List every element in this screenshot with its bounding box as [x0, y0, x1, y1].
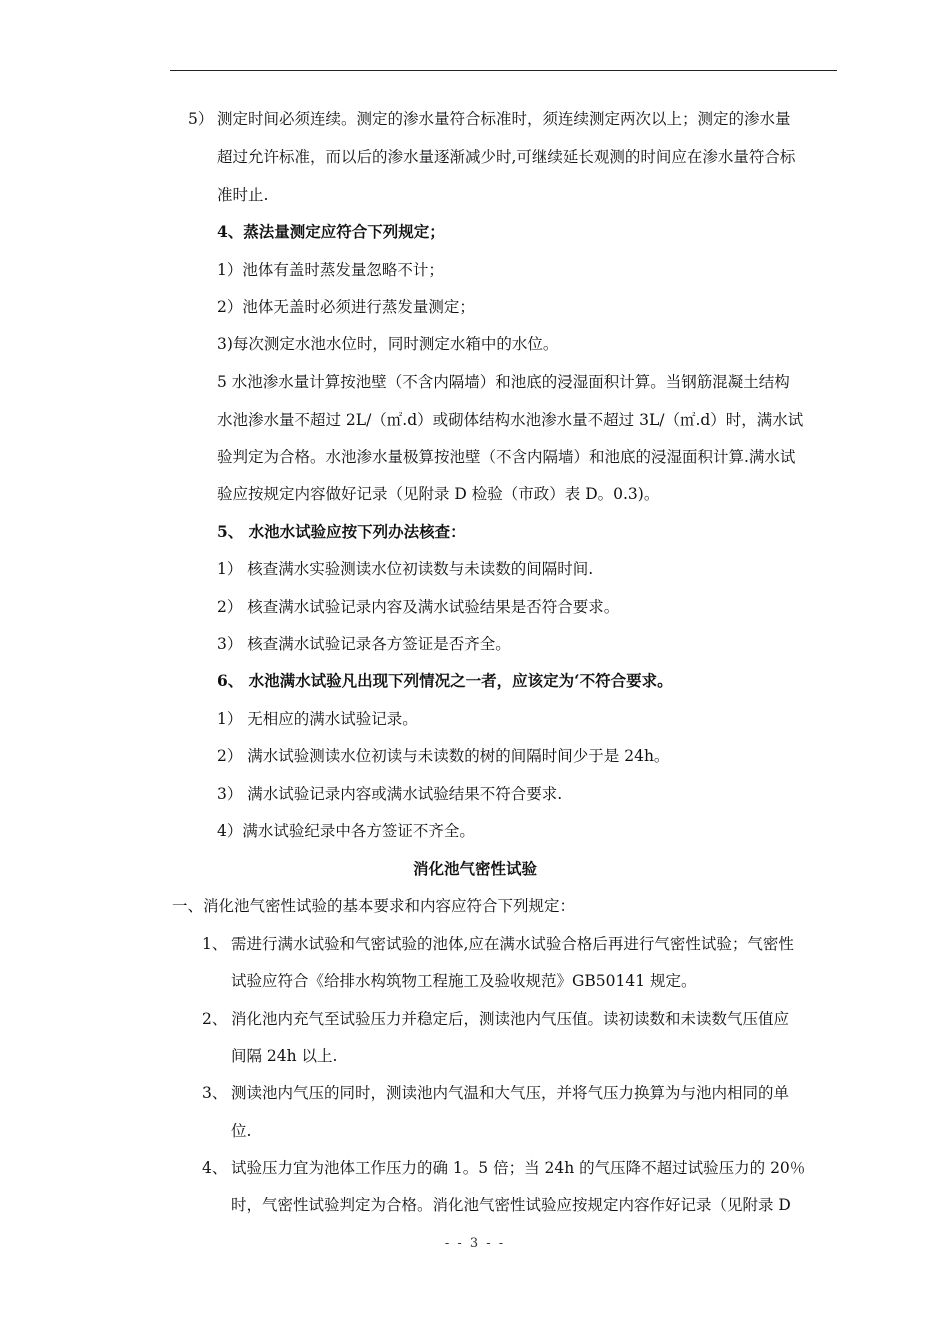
- section-4-item: 3)每次测定水池水位时，同时测定水箱中的水位。: [217, 335, 559, 353]
- section-6-item: 2） 满水试验测读水位初读与未读数的树的间隔时间少于是 24h。: [217, 747, 670, 765]
- digester-item-line: 时，气密性试验判定为合格。消化池气密性试验应按规定内容作好记录（见附录 D: [231, 1196, 791, 1214]
- para-5-line: 验判定为合格。水池渗水量极算按池壁（不含内隔墙）和池底的浸湿面积计算.满水试: [217, 448, 796, 466]
- section-6-item: 3） 满水试验记录内容或满水试验结果不符合要求.: [217, 785, 563, 803]
- item-5-label: 5）: [188, 110, 214, 128]
- digester-item-number: 2、: [202, 1010, 228, 1028]
- digester-item-number: 4、: [202, 1159, 228, 1177]
- digester-item-number: 1、: [202, 935, 228, 953]
- section-6-item: 4）满水试验纪录中各方签证不齐全。: [217, 822, 475, 840]
- page-number: - - 3 - -: [444, 1236, 506, 1251]
- digester-item-line: 试验应符合《给排水构筑物工程施工及验收规范》GB50141 规定。: [231, 972, 697, 990]
- section-4-item: 1）池体有盖时蒸发量忽略不计；: [217, 261, 444, 279]
- section-5-item: 2） 核查满水试验记录内容及满水试验结果是否符合要求。: [217, 598, 620, 616]
- digester-intro: 一、消化池气密性试验的基本要求和内容应符合下列规定：: [172, 897, 576, 915]
- section-6-heading: 6、 水池满水试验凡出现下列情况之一者，应该定为‘不符合要求。: [217, 671, 673, 690]
- digester-title: 消化池气密性试验: [412, 859, 537, 878]
- digester-item-line: 位.: [231, 1122, 252, 1140]
- section-6-item: 1） 无相应的满水试验记录。: [217, 710, 418, 728]
- digester-item-line: 试验压力宜为池体工作压力的确 1。5 倍；当 24h 的气压降不超过试验压力的 20％: [231, 1159, 806, 1177]
- para-5-line: 验应按规定内容做好记录（见附录 D 检验（市政）表 D。0.3)。: [217, 485, 660, 503]
- header-rule: [170, 70, 837, 71]
- item-5-line-1: 测定时间必须连续。测定的渗水量符合标准时，须连续测定两次以上；测定的渗水量: [217, 110, 791, 128]
- item-5-line-3: 准时止.: [217, 186, 269, 204]
- section-4-heading: 4、蒸法量测定应符合下列规定；: [217, 222, 445, 241]
- para-5-line: 水池渗水量不超过 2L/（㎡.d）或砌体结构水池渗水量不超过 3L/（㎡.d）时，满水试: [217, 411, 804, 429]
- item-5-line-2: 超过允许标准，而以后的渗水量逐渐减少时,可继续延长观测的时间应在渗水量符合标: [217, 148, 796, 166]
- section-5-heading: 5、 水池水试验应按下列办法核查：: [217, 522, 466, 541]
- digester-item-line: 测读池内气压的同时，测读池内气温和大气压，并将气压力换算为与池内相同的单: [231, 1084, 790, 1102]
- digester-item-line: 消化池内充气至试验压力并稳定后，测读池内气压值。读初读数和未读数气压值应: [231, 1010, 790, 1028]
- section-4-item: 2）池体无盖时必须进行蒸发量测定；: [217, 298, 475, 316]
- section-5-item: 3） 核查满水试验记录各方签证是否齐全。: [217, 635, 511, 653]
- digester-item-line: 间隔 24h 以上.: [231, 1047, 338, 1065]
- digester-item-line: 需进行满水试验和气密试验的池体,应在满水试验合格后再进行气密性试验；气密性: [231, 935, 794, 953]
- para-5-line: 5 水池渗水量计算按池壁（不含内隔墙）和池底的浸湿面积计算。当钢筋混凝土结构: [217, 373, 790, 391]
- section-5-item: 1） 核查满水实验测读水位初读数与未读数的间隔时间.: [217, 560, 594, 578]
- digester-item-number: 3、: [202, 1084, 228, 1102]
